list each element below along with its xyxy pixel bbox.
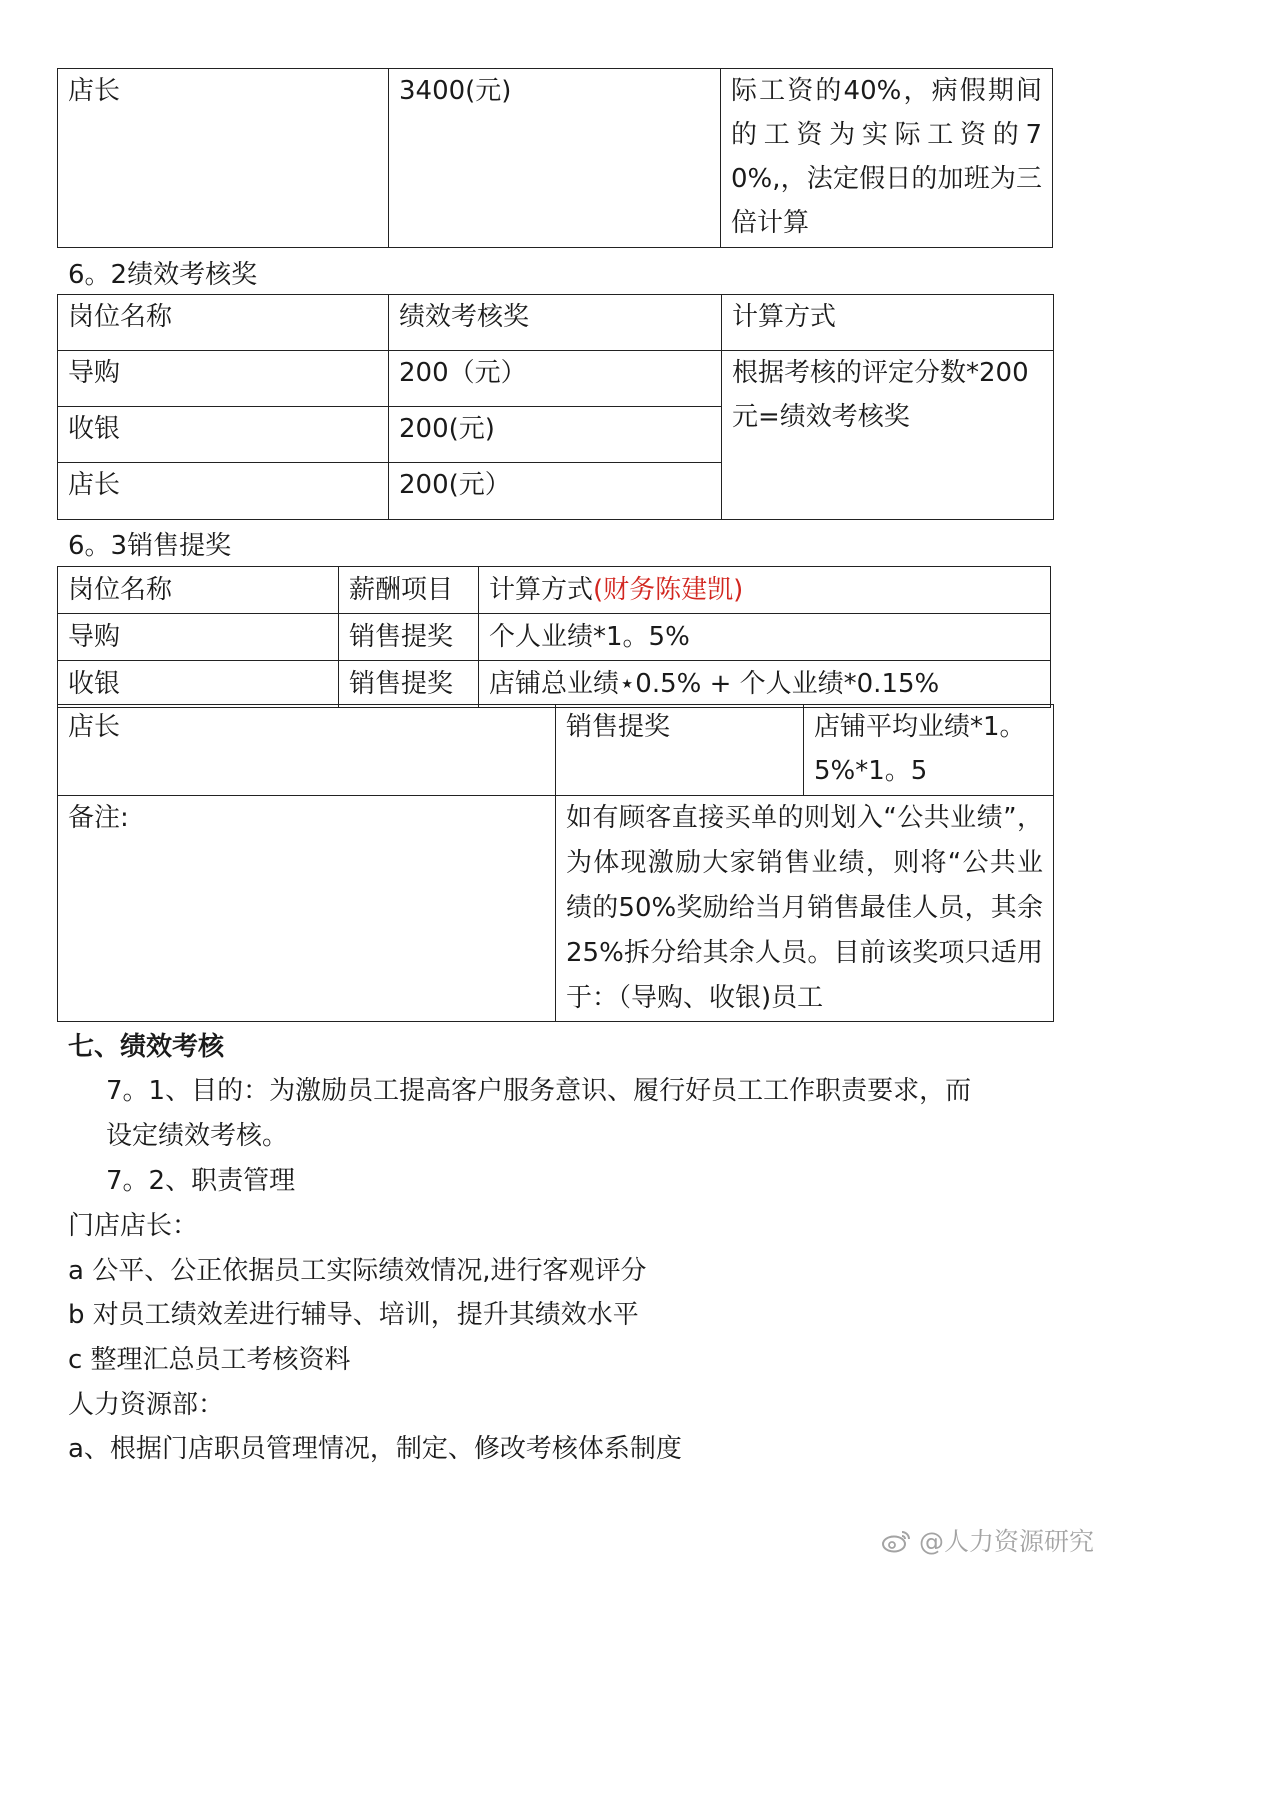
watermark [881, 1522, 1094, 1558]
header-bonus: 绩效考核奖 [389, 295, 722, 351]
cell-method: 店铺总业绩⋆0.5% + 个人业绩*0.15% [479, 661, 1051, 708]
cell-item: 销售提奖 [339, 614, 479, 661]
cell-amount: 200（元） [389, 351, 722, 407]
header-method: 计算方式 [722, 295, 1054, 351]
store-manager-label: 门店店长： [68, 1211, 199, 1241]
cell-position: 店长 [58, 463, 389, 520]
purpose-line-1: 7。1、目的：为激励员工提高客户服务意识、履行好员工工作职责要求，而 [106, 1076, 972, 1106]
cell-method: 个人业绩*1。5% [479, 614, 1051, 661]
cell-position: 导购 [58, 351, 389, 407]
sales-commission-table-lower [57, 704, 1054, 1022]
header-method-owner: (财务陈建凯) [593, 575, 744, 605]
list-item: a、根据门店职员管理情况，制定、修改考核体系制度 [68, 1434, 682, 1464]
section-6-3-title: 6。3销售提奖 [68, 531, 232, 561]
table-header-row [58, 567, 1051, 614]
purpose-line-2: 设定绩效考核。 [106, 1121, 289, 1151]
list-item: c 整理汇总员工考核资料 [68, 1345, 351, 1375]
section-7-heading: 七、绩效考核 [68, 1032, 225, 1062]
cell-item: 销售提奖 [339, 661, 479, 708]
cell-amount: 200(元） [389, 463, 722, 520]
list-item: a 公平、公正依据员工实际绩效情况,进行客观评分 [68, 1256, 647, 1286]
header-position: 岗位名称 [58, 295, 389, 351]
header-item: 薪酬项目 [339, 567, 479, 614]
cell-remark-label: 备注: [58, 796, 556, 1022]
header-method-label: 计算方式 [489, 575, 594, 605]
cell-formula: 根据考核的评定分数*200元=绩效考核奖 [722, 351, 1054, 520]
table-row [58, 614, 1051, 661]
table-row [58, 69, 1053, 248]
cell-method: 店铺平均业绩*1。5%*1。5 [804, 705, 1054, 796]
duty-management-title: 7。2、职责管理 [106, 1166, 296, 1196]
table-row [58, 705, 1054, 796]
section-6-2-title: 6。2绩效考核奖 [68, 260, 258, 290]
header-position: 岗位名称 [58, 567, 339, 614]
cell-position: 店长 [58, 705, 556, 796]
weibo-icon [881, 1528, 919, 1556]
table-row [58, 796, 1054, 1022]
cell-position: 收银 [58, 407, 389, 463]
table-header-row [58, 295, 1054, 351]
watermark-text: @人力资源研究 [918, 1527, 1094, 1556]
table-row [58, 661, 1051, 708]
cell-remark-text: 如有顾客直接买单的则划入“公共业绩”，为体现激励大家销售业绩，则将“公共业绩的50%奖励给当月销售最佳人员，其余25%拆分给其余人员。目前该奖项只适用于：（导购、收银)员工 [556, 796, 1054, 1022]
cell-position: 导购 [58, 614, 339, 661]
table-row [58, 351, 1054, 407]
hr-department-label: 人力资源部： [68, 1390, 225, 1420]
cell-position: 收银 [58, 661, 339, 708]
cell-note: 际工资的40%，病假期间的工资为实际工资的70%,，法定假日的加班为三倍计算 [721, 69, 1053, 248]
cell-amount: 200(元) [389, 407, 722, 463]
cell-position: 店长 [58, 69, 389, 248]
header-method [479, 567, 1051, 614]
performance-bonus-table [57, 294, 1054, 520]
cell-item: 销售提奖 [556, 705, 804, 796]
salary-table-continued [57, 68, 1053, 248]
sales-commission-table [57, 566, 1051, 708]
cell-amount: 3400(元) [389, 69, 721, 248]
list-item: b 对员工绩效差进行辅导、培训，提升其绩效水平 [68, 1300, 639, 1330]
